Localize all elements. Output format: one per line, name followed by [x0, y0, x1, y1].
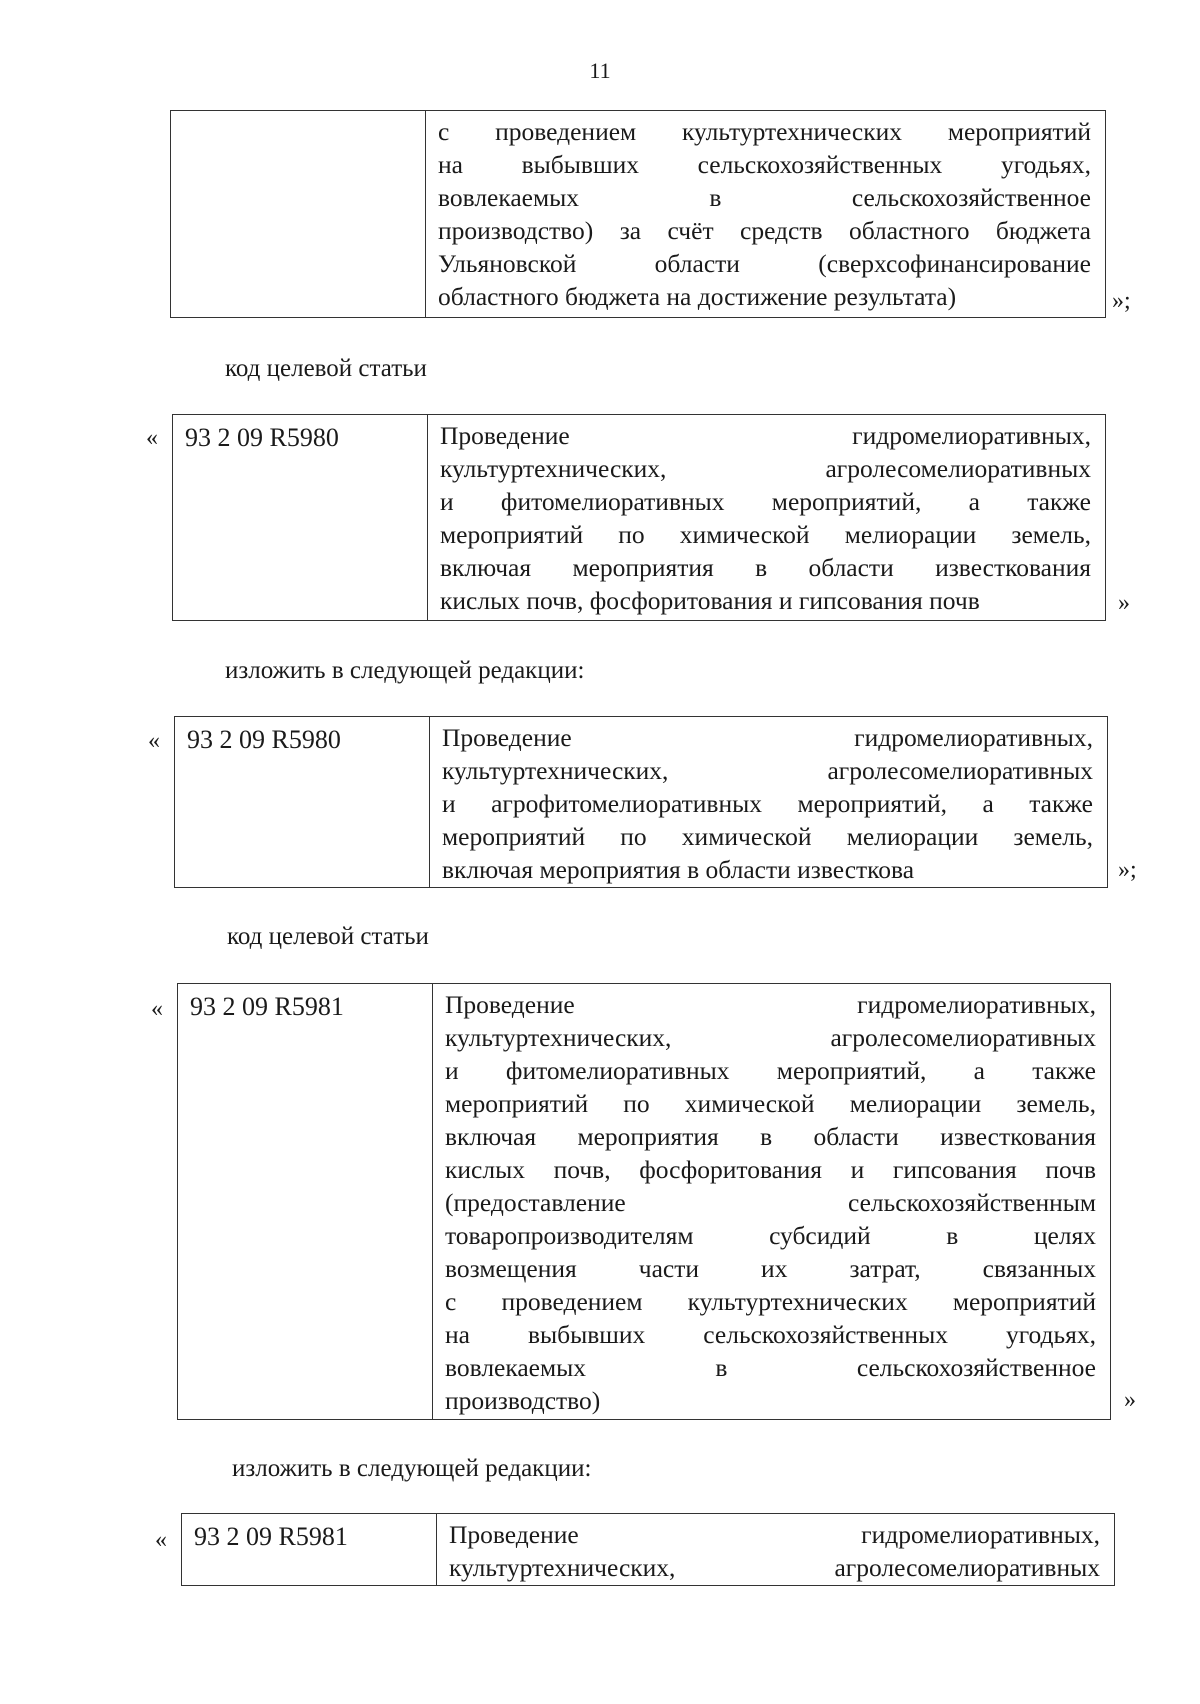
description-line: культуртехнических, агролесомелиоративных — [440, 454, 1091, 483]
description-line: вовлекаемых в сельскохозяйственное — [438, 183, 1091, 212]
table-block-4 — [177, 983, 1111, 1420]
description-line: с проведением культуртехнических мероприятий — [438, 117, 1091, 146]
description-line: и агрофитомелиоративных мероприятий, а также — [442, 789, 1093, 818]
description-line: мероприятий по химической мелиорации земель, — [442, 822, 1093, 851]
description-line: включая мероприятия в области известкования — [445, 1122, 1096, 1151]
description-line: производство) за счёт средств областного бюджета — [438, 216, 1091, 245]
description-line: областного бюджета на достижение результата) — [438, 282, 957, 311]
description-cell — [437, 1514, 1114, 1585]
paragraph-new-edition: изложить в следующей редакции: — [232, 1455, 592, 1482]
opening-quote: « — [155, 1527, 167, 1553]
closing-quote: »; — [1118, 857, 1137, 883]
description-line: Проведение гидромелиоративных, — [449, 1520, 1100, 1549]
closing-quote: » — [1118, 590, 1130, 616]
description-line: на выбывших сельскохозяйственных угодьях, — [445, 1320, 1096, 1349]
opening-quote: « — [151, 996, 163, 1022]
description-line: на выбывших сельскохозяйственных угодьях, — [438, 150, 1091, 179]
description-line: мероприятий по химической мелиорации земель, — [445, 1089, 1096, 1118]
description-line: товаропроизводителям субсидий в целях — [445, 1221, 1096, 1250]
table-block-2 — [172, 414, 1106, 621]
description-line: и фитомелиоративных мероприятий, а также — [445, 1056, 1096, 1085]
paragraph-target-code: код целевой статьи — [227, 923, 429, 950]
code-cell: 93 2 09 R5981 — [178, 984, 433, 1419]
table-block-1 — [170, 110, 1106, 318]
description-cell — [428, 415, 1105, 620]
description-line: включая мероприятия в области известкова — [442, 855, 915, 884]
description-line: включая мероприятия в области известкования — [440, 553, 1091, 582]
description-line: производство) — [445, 1386, 601, 1415]
description-line: Проведение гидромелиоративных, — [440, 421, 1091, 450]
closing-quote: »; — [1112, 288, 1131, 314]
description-line: культуртехнических, агролесомелиоративных — [445, 1023, 1096, 1052]
description-line: и фитомелиоративных мероприятий, а также — [440, 487, 1091, 516]
paragraph-new-edition: изложить в следующей редакции: — [225, 657, 585, 684]
table-block-3 — [174, 716, 1108, 888]
description-line: вовлекаемых в сельскохозяйственное — [445, 1353, 1096, 1382]
paragraph-target-code: код целевой статьи — [225, 355, 427, 382]
description-line: кислых почв, фосфоритования и гипсования почв — [445, 1155, 1096, 1184]
code-cell — [171, 111, 426, 317]
code-cell: 93 2 09 R5980 — [175, 717, 430, 887]
description-line: Ульяновской области (сверхсофинансирование — [438, 249, 1091, 278]
description-cell — [426, 111, 1105, 317]
opening-quote: « — [146, 425, 158, 451]
code-cell: 93 2 09 R5980 — [173, 415, 428, 620]
page-number: 11 — [589, 58, 611, 83]
description-line: мероприятий по химической мелиорации земель, — [440, 520, 1091, 549]
description-line: (предоставление сельскохозяйственным — [445, 1188, 1096, 1217]
closing-quote: » — [1124, 1387, 1136, 1413]
description-line: культуртехнических, агролесомелиоративных — [442, 756, 1093, 785]
description-line: Проведение гидромелиоративных, — [445, 990, 1096, 1019]
description-line: Проведение гидромелиоративных, — [442, 723, 1093, 752]
code-cell: 93 2 09 R5981 — [182, 1514, 437, 1585]
opening-quote: « — [148, 728, 160, 754]
description-line: возмещения части их затрат, связанных — [445, 1254, 1096, 1283]
description-line: культуртехнических, агролесомелиоративных — [449, 1553, 1100, 1582]
description-line: кислых почв, фосфоритования и гипсования почв — [440, 586, 980, 615]
description-cell — [430, 717, 1107, 887]
table-block-5 — [181, 1513, 1115, 1586]
description-line: с проведением культуртехнических мероприятий — [445, 1287, 1096, 1316]
description-cell — [433, 984, 1110, 1419]
